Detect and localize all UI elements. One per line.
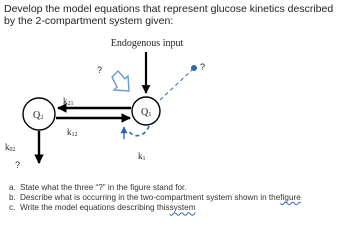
k1-control-arrow [128, 126, 149, 136]
question-b [4, 193, 348, 203]
unknown-measurement-label: ? [200, 62, 206, 72]
endogenous-input-label: Endogenous input [110, 38, 184, 49]
k12-label: k12 [67, 127, 78, 138]
question-underlined-word: system [169, 203, 196, 213]
measurement-dot [191, 65, 197, 71]
unknown-input-label: ? [97, 65, 103, 75]
question-underlined-word: figure [280, 193, 301, 203]
question-text: State what the three “?” in the figure stand for. [20, 183, 187, 192]
q2-label: Q2 [33, 110, 44, 121]
q1-label: Q1 [141, 107, 152, 118]
k21-label: k21 [63, 96, 74, 107]
question-list [4, 183, 348, 214]
question-text: Describe what is occurring in the two-compartment system shown in the [20, 193, 281, 203]
hollow-input-arrow [112, 71, 129, 91]
question-letter: a. [9, 183, 16, 192]
unknown-output-label: ? [15, 160, 21, 170]
question-c [4, 203, 348, 213]
question-text: Write the model equations describing this [20, 203, 170, 213]
problem-prompt: Develop the model equations that represent glucose kinetics described by the 2-compartment system given: [4, 3, 334, 27]
k02-label: k02 [5, 142, 16, 153]
measurement-dashed-line [160, 70, 192, 100]
question-letter: b. [9, 193, 16, 203]
question-letter: c. [9, 203, 16, 213]
question-a [4, 183, 348, 193]
k1-label: k1 [138, 151, 146, 162]
